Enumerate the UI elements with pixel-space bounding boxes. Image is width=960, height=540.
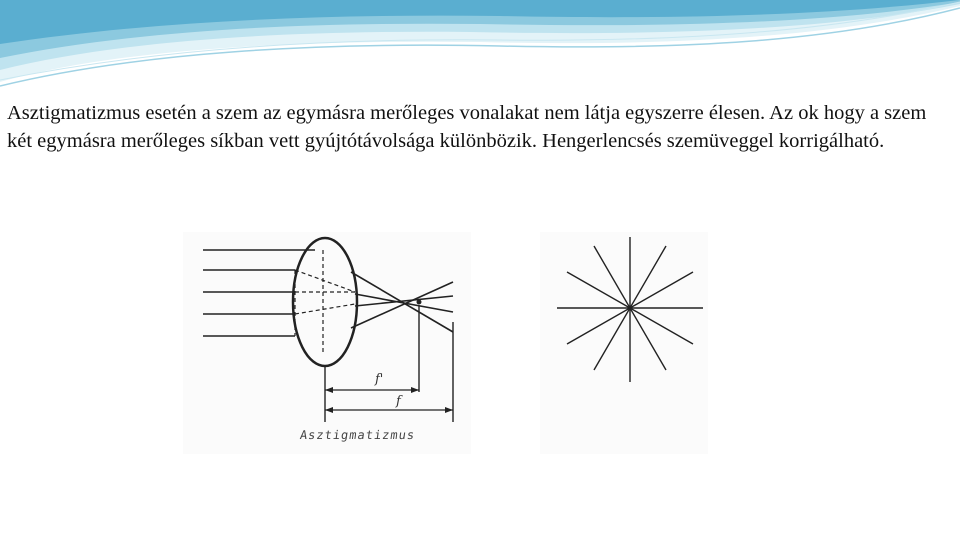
astigmatism-star-pattern xyxy=(540,232,708,454)
body-paragraph: Asztigmatizmus esetén a szem az egymásra merőleges vonalakat nem látja egyszerre élesen. Az ok hogy a szem két egymásra merőleges síkban vett gyújtótávolsága különbözik. Hengerlencsés szemüveggel korrigálható. xyxy=(7,102,927,152)
decorative-wave-header xyxy=(0,0,960,90)
figure-caption: Asztigmatizmus xyxy=(299,428,417,442)
label-f-prime: f' xyxy=(375,372,384,387)
astigmatism-lens-diagram xyxy=(183,232,471,454)
label-f: f xyxy=(396,394,401,409)
